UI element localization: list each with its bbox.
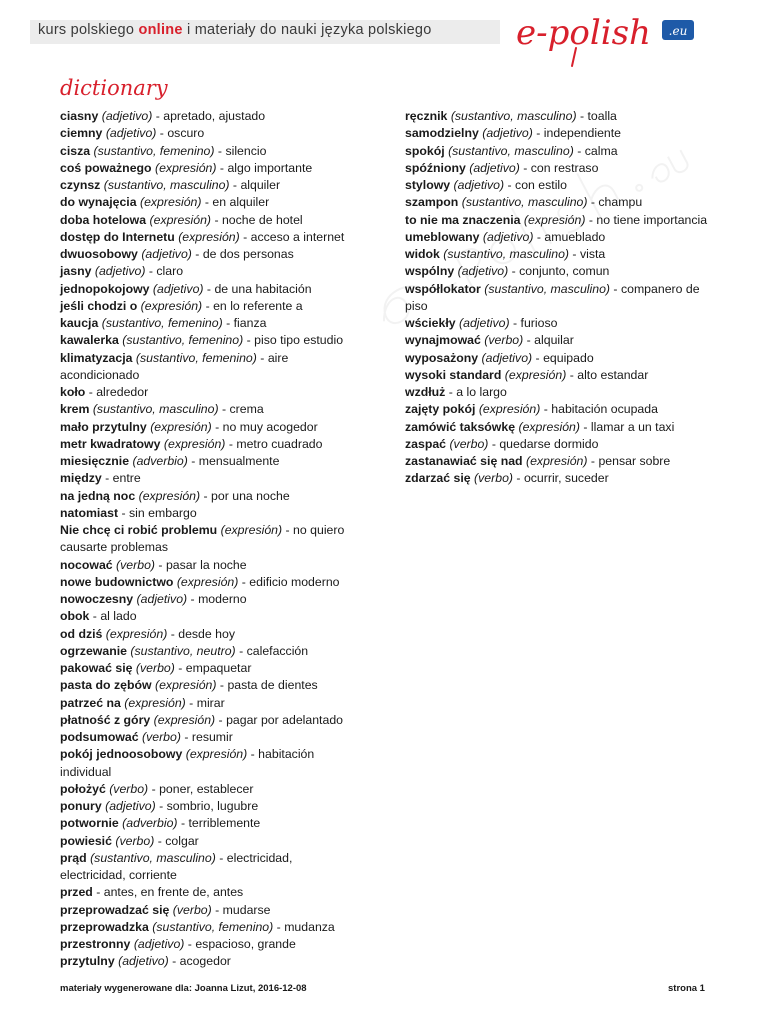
entry-definition: furioso bbox=[520, 316, 558, 330]
dictionary-entry: wysoki standard (expresión) - alto estandar bbox=[405, 367, 649, 382]
entry-definition: alquilar bbox=[534, 333, 574, 348]
entry-term: obok bbox=[60, 609, 90, 624]
entry-term: zamówić taksówkę bbox=[405, 419, 516, 434]
entry-part-of-speech: (verbo) bbox=[142, 730, 181, 744]
entry-term: ogrzewanie bbox=[60, 643, 127, 658]
entry-part-of-speech: (adjetivo) bbox=[136, 592, 188, 606]
entry-definition: sombrio, lugubre bbox=[166, 799, 259, 813]
entry-term: pakować się bbox=[60, 661, 133, 675]
entry-part-of-speech: (expresión) bbox=[153, 712, 216, 727]
entry-definition: de una habitación bbox=[214, 281, 312, 296]
entry-term: pokój jednoosobowy bbox=[60, 747, 183, 762]
entry-term: umeblowany bbox=[405, 229, 480, 244]
entry-definition: poner, establecer bbox=[159, 781, 254, 796]
entry-part-of-speech: (expresión) bbox=[518, 419, 580, 434]
entry-definition: claro bbox=[156, 264, 184, 279]
entry-term: coś poważnego bbox=[60, 160, 152, 175]
entry-term: wyposażony bbox=[405, 350, 479, 365]
entry-term: dwuosobowy bbox=[60, 247, 138, 261]
dictionary-entry: zaspać (verbo) - quedarse dormido bbox=[405, 436, 599, 451]
entry-term: wysoki standard bbox=[405, 367, 502, 382]
dictionary-entry: jasny (adjetivo) - claro bbox=[60, 264, 184, 279]
dictionary-column-right bbox=[405, 108, 717, 488]
entry-definition: noche de hotel bbox=[221, 212, 303, 227]
header-online: online bbox=[138, 22, 183, 38]
entry-term: prąd bbox=[60, 850, 87, 865]
dictionary-entry: spóźniony (adjetivo) - con restraso bbox=[405, 160, 599, 175]
entry-definition: ocurrir, suceder bbox=[523, 471, 609, 486]
dictionary-entry: przytulny (adjetivo) - acogedor bbox=[60, 954, 231, 969]
dictionary-entry: potwornie (adverbio) - terriblemente bbox=[60, 816, 261, 831]
entry-term: nowe budownictwo bbox=[60, 574, 174, 589]
dictionary-entry: miesięcznie (adverbio) - mensualmente bbox=[60, 454, 280, 468]
entry-definition: en lo referente a bbox=[213, 298, 303, 313]
entry-part-of-speech: (adjetivo) bbox=[482, 126, 533, 141]
dictionary-entry: ręcznik (sustantivo, masculino) - toalla bbox=[405, 109, 617, 123]
dictionary-entry: przeprowadzać się (verbo) - mudarse bbox=[60, 902, 271, 917]
header-prefix: kurs polskiego bbox=[38, 22, 135, 38]
dictionary-entry: wyposażony (adjetivo) - equipado bbox=[405, 350, 594, 365]
entry-part-of-speech: (expresión) bbox=[140, 298, 203, 313]
dictionary-entry: doba hotelowa (expresión) - noche de hotel bbox=[60, 212, 303, 227]
entry-part-of-speech: (adjetivo) bbox=[469, 160, 520, 175]
entry-term: wzdłuż bbox=[405, 385, 446, 399]
entry-term: patrzeć na bbox=[60, 695, 121, 710]
entry-definition: oscuro bbox=[167, 126, 205, 141]
entry-term: powiesić bbox=[60, 833, 112, 848]
dictionary-entry: położyć (verbo) - poner, establecer bbox=[60, 781, 254, 796]
entry-term: zastanawiać się nad bbox=[405, 454, 523, 468]
entry-definition: no muy acogedor bbox=[222, 419, 318, 434]
entry-part-of-speech: (sustantivo, femenino) bbox=[122, 333, 244, 348]
entry-part-of-speech: (expresión) bbox=[178, 229, 240, 244]
entry-term: szampon bbox=[405, 195, 459, 210]
dictionary-entry: Nie chcę ci robić problemu (expresión) - no quiero causarte problemas bbox=[60, 523, 345, 555]
entry-part-of-speech: (expresión) bbox=[176, 574, 239, 589]
entry-definition: entre bbox=[112, 471, 141, 486]
footer-generated: materiały wygenerowane dla: Joanna Lizut, 2016-12-08 bbox=[60, 983, 307, 994]
entry-definition: algo importante bbox=[227, 160, 313, 175]
entry-part-of-speech: (verbo) bbox=[135, 661, 175, 675]
dictionary-entry: zdarzać się (verbo) - ocurrir, suceder bbox=[405, 471, 609, 486]
entry-term: nocować bbox=[60, 557, 113, 572]
dictionary-entry: wynajmować (verbo) - alquilar bbox=[405, 333, 574, 348]
entry-definition: calefacción bbox=[246, 643, 309, 658]
dictionary-entry: obok - al lado bbox=[60, 609, 137, 624]
header-suffix: i materiały do nauki języka polskiego bbox=[186, 22, 432, 38]
entry-definition: a lo largo bbox=[456, 385, 507, 399]
entry-definition: independiente bbox=[543, 126, 622, 141]
entry-term: wściekły bbox=[405, 316, 456, 330]
entry-part-of-speech: (expresión) bbox=[149, 212, 212, 227]
entry-part-of-speech: (verbo) bbox=[484, 333, 524, 348]
entry-definition: alquiler bbox=[240, 178, 281, 192]
entry-term: mało przytulny bbox=[60, 419, 147, 434]
entry-part-of-speech: (expresión) bbox=[478, 402, 541, 417]
entry-definition: quedarse dormido bbox=[499, 436, 599, 451]
entry-definition: vista bbox=[579, 247, 606, 261]
entry-definition: mirar bbox=[196, 695, 225, 710]
entry-part-of-speech: (adjetivo) bbox=[482, 229, 534, 244]
entry-definition: metro cuadrado bbox=[236, 436, 323, 451]
section-title: dictionary bbox=[60, 76, 168, 100]
dictionary-entry: jednopokojowy (adjetivo) - de una habitación bbox=[60, 281, 312, 296]
dictionary-entry: ciasny (adjetivo) - apretado, ajustado bbox=[60, 109, 266, 123]
dictionary-entry: cisza (sustantivo, femenino) - silencio bbox=[60, 143, 267, 158]
entry-definition: con estilo bbox=[515, 178, 567, 192]
entry-definition: desde hoy bbox=[178, 626, 235, 641]
entry-definition: de dos personas bbox=[202, 247, 294, 261]
dictionary-entry: jeśli chodzi o (expresión) - en lo referente a bbox=[60, 298, 303, 313]
entry-part-of-speech: (verbo) bbox=[449, 436, 489, 451]
dictionary-entry: stylowy (adjetivo) - con estilo bbox=[405, 178, 567, 192]
entry-definition: no tiene importancia bbox=[596, 212, 708, 227]
entry-term: jeśli chodzi o bbox=[60, 298, 138, 313]
entry-definition: acceso a internet bbox=[250, 229, 345, 244]
dictionary-entry: samodzielny (adjetivo) - independiente bbox=[405, 126, 622, 141]
entry-part-of-speech: (expresión) bbox=[185, 747, 248, 762]
entry-term: podsumować bbox=[60, 730, 139, 744]
dictionary-entry: umeblowany (adjetivo) - amueblado bbox=[405, 229, 606, 244]
entry-definition: apretado, ajustado bbox=[163, 109, 266, 123]
dictionary-entry: ponury (adjetivo) - sombrio, lugubre bbox=[60, 799, 259, 813]
entry-definition: al lado bbox=[100, 609, 137, 624]
entry-definition: antes, en frente de, antes bbox=[103, 885, 244, 900]
entry-definition: resumir bbox=[191, 730, 233, 744]
entry-term: Nie chcę ci robić problemu bbox=[60, 523, 218, 537]
entry-term: natomiast bbox=[60, 505, 119, 520]
entry-part-of-speech: (adverbio) bbox=[132, 454, 188, 468]
entry-definition: toalla bbox=[587, 109, 617, 123]
entry-part-of-speech: (adjetivo) bbox=[118, 954, 169, 969]
dictionary-entry: szampon (sustantivo, masculino) - champu bbox=[405, 195, 643, 210]
entry-term: kawalerka bbox=[60, 333, 119, 348]
entry-part-of-speech: (sustantivo, masculino) bbox=[103, 178, 230, 192]
entry-part-of-speech: (expresión) bbox=[139, 195, 202, 210]
dictionary-entry: nowoczesny (adjetivo) - moderno bbox=[60, 592, 247, 606]
entry-part-of-speech: (sustantivo, masculino) bbox=[443, 247, 570, 261]
entry-part-of-speech: (adverbio) bbox=[122, 816, 178, 831]
entry-definition: conjunto, comun bbox=[519, 264, 610, 279]
dictionary-entry: pokój jednoosobowy (expresión) - habitación individual bbox=[60, 747, 315, 779]
entry-term: wspólny bbox=[405, 264, 455, 279]
dictionary-entry: nocować (verbo) - pasar la noche bbox=[60, 557, 247, 572]
dictionary-entry: koło - alrededor bbox=[60, 385, 149, 399]
entry-part-of-speech: (expresión) bbox=[124, 695, 186, 710]
entry-definition: alto estandar bbox=[577, 367, 649, 382]
dictionary-entry: zajęty pokój (expresión) - habitación ocupada bbox=[405, 402, 658, 417]
entry-term: kaucja bbox=[60, 316, 99, 330]
entry-part-of-speech: (adjetivo) bbox=[105, 799, 156, 813]
dictionary-entry: klimatyzacja (sustantivo, femenino) - aire acondicionado bbox=[60, 350, 289, 382]
entry-part-of-speech: (adjetivo) bbox=[94, 264, 146, 279]
entry-term: to nie ma znaczenia bbox=[405, 212, 521, 227]
entry-definition: silencio bbox=[225, 143, 267, 158]
dictionary-entry: pasta do zębów (expresión) - pasta de dientes bbox=[60, 678, 318, 693]
entry-term: zajęty pokój bbox=[405, 402, 476, 417]
logo-badge: .eu bbox=[668, 24, 688, 38]
entry-term: ręcznik bbox=[405, 109, 448, 123]
entry-part-of-speech: (verbo) bbox=[172, 902, 212, 917]
dictionary-entry: czynsz (sustantivo, masculino) - alquiler bbox=[60, 178, 281, 192]
dictionary-entry: płatność z góry (expresión) - pagar por adelantado bbox=[60, 712, 343, 727]
entry-definition: habitación ocupada bbox=[551, 402, 658, 417]
entry-term: doba hotelowa bbox=[60, 212, 147, 227]
entry-term: cisza bbox=[60, 143, 91, 158]
entry-term: przytulny bbox=[60, 954, 115, 969]
dictionary-entry: coś poważnego (expresión) - algo importante bbox=[60, 160, 313, 175]
entry-definition: colgar bbox=[165, 833, 199, 848]
entry-part-of-speech: (sustantivo, femenino) bbox=[93, 143, 215, 158]
entry-term: przeprowadzać się bbox=[60, 902, 170, 917]
entry-part-of-speech: (expresión) bbox=[138, 488, 201, 503]
dictionary-entry: powiesić (verbo) - colgar bbox=[60, 833, 199, 848]
entry-definition: espacioso, grande bbox=[195, 937, 296, 951]
entry-part-of-speech: (adjetivo) bbox=[152, 281, 204, 296]
entry-part-of-speech: (sustantivo, masculino) bbox=[90, 850, 216, 865]
dictionary-entry: podsumować (verbo) - resumir bbox=[60, 730, 233, 744]
entry-definition: pagar por adelantado bbox=[226, 712, 343, 727]
dictionary-entry: to nie ma znaczenia (expresión) - no tiene importancia bbox=[405, 212, 708, 227]
entry-term: przed bbox=[60, 885, 93, 900]
entry-term: przeprowadzka bbox=[60, 919, 149, 934]
dictionary-entry: spokój (sustantivo, masculino) - calma bbox=[405, 143, 618, 158]
entry-part-of-speech: (adjetivo) bbox=[101, 109, 153, 123]
entry-definition: mudarse bbox=[222, 902, 271, 917]
entry-definition: sin embargo bbox=[129, 505, 197, 520]
dictionary-entry: wściekły (adjetivo) - furioso bbox=[405, 316, 558, 330]
entry-part-of-speech: (expresión) bbox=[523, 212, 586, 227]
header-tagline bbox=[38, 22, 432, 38]
entry-part-of-speech: (verbo) bbox=[109, 781, 149, 796]
entry-part-of-speech: (expresión) bbox=[150, 419, 212, 434]
entry-part-of-speech: (sustantivo, masculino) bbox=[448, 143, 574, 158]
entry-term: między bbox=[60, 471, 102, 486]
entry-definition: calma bbox=[584, 143, 618, 158]
entry-part-of-speech: (adjetivo) bbox=[105, 126, 157, 141]
entry-term: przestronny bbox=[60, 937, 131, 951]
entry-part-of-speech: (adjetivo) bbox=[457, 264, 509, 279]
entry-definition: mudanza bbox=[284, 919, 335, 934]
entry-term: wynajmować bbox=[405, 333, 481, 348]
entry-definition: edificio moderno bbox=[249, 574, 340, 589]
entry-definition: fianza bbox=[233, 316, 267, 330]
entry-term: zaspać bbox=[405, 436, 447, 451]
entry-part-of-speech: (sustantivo, femenino) bbox=[135, 350, 257, 365]
entry-definition: terriblemente bbox=[188, 816, 261, 831]
entry-term: stylowy bbox=[405, 178, 451, 192]
dictionary-entry: od dziś (expresión) - desde hoy bbox=[60, 626, 235, 641]
dictionary-entry: nowe budownictwo (expresión) - edificio moderno bbox=[60, 574, 340, 589]
entry-part-of-speech: (expresión) bbox=[105, 626, 168, 641]
dictionary-entry: wzdłuż - a lo largo bbox=[405, 385, 507, 399]
entry-definition: equipado bbox=[543, 350, 594, 365]
entry-definition: habitación individual bbox=[60, 747, 315, 779]
entry-definition: llamar a un taxi bbox=[590, 419, 675, 434]
entry-term: zdarzać się bbox=[405, 471, 471, 486]
entry-definition: mensualmente bbox=[198, 454, 280, 468]
entry-term: ponury bbox=[60, 799, 102, 813]
dictionary-entry: na jedną noc (expresión) - por una noche bbox=[60, 488, 290, 503]
dictionary-entry: między - entre bbox=[60, 471, 141, 486]
entry-term: miesięcznie bbox=[60, 454, 130, 468]
entry-definition: en alquiler bbox=[212, 195, 270, 210]
entry-term: pasta do zębów bbox=[60, 678, 152, 693]
logo-text: e-polish bbox=[516, 13, 651, 53]
entry-part-of-speech: (sustantivo, femenino) bbox=[101, 316, 223, 330]
entry-term: dostęp do Internetu bbox=[60, 229, 175, 244]
dictionary-entry: kawalerka (sustantivo, femenino) - piso tipo estudio bbox=[60, 333, 344, 348]
entry-definition: amueblado bbox=[544, 229, 606, 244]
entry-definition: pasar la noche bbox=[165, 557, 247, 572]
entry-term: krem bbox=[60, 402, 90, 417]
entry-part-of-speech: (adjetivo) bbox=[133, 937, 185, 951]
entry-term: na jedną noc bbox=[60, 488, 136, 503]
dictionary-entry: do wynajęcia (expresión) - en alquiler bbox=[60, 195, 270, 210]
entry-definition: no quiero causarte problemas bbox=[60, 523, 345, 555]
dictionary-entry: patrzeć na (expresión) - mirar bbox=[60, 695, 225, 710]
dictionary-entry: widok (sustantivo, masculino) - vista bbox=[405, 247, 606, 261]
entry-part-of-speech: (verbo) bbox=[116, 557, 155, 572]
entry-term: nowoczesny bbox=[60, 592, 134, 606]
dictionary-entry: dostęp do Internetu (expresión) - acceso a internet bbox=[60, 229, 345, 244]
entry-definition: moderno bbox=[198, 592, 247, 606]
dictionary-entry: przestronny (adjetivo) - espacioso, grande bbox=[60, 937, 296, 951]
footer-page-number: strona 1 bbox=[668, 983, 705, 994]
entry-term: spokój bbox=[405, 143, 445, 158]
dictionary-entry: współlokator (sustantivo, masculino) - companero de piso bbox=[405, 281, 700, 313]
entry-term: spóźniony bbox=[405, 160, 466, 175]
entry-term: jednopokojowy bbox=[60, 281, 150, 296]
entry-part-of-speech: (verbo) bbox=[115, 833, 155, 848]
entry-term: samodzielny bbox=[405, 126, 479, 141]
dictionary-entry: krem (sustantivo, masculino) - crema bbox=[60, 402, 264, 417]
entry-definition: champu bbox=[598, 195, 643, 210]
entry-part-of-speech: (sustantivo, masculino) bbox=[461, 195, 588, 210]
entry-part-of-speech: (expresión) bbox=[525, 454, 588, 468]
entry-part-of-speech: (expresión) bbox=[163, 436, 226, 451]
entry-part-of-speech: (sustantivo, femenino) bbox=[152, 919, 274, 934]
dictionary-entry: prąd (sustantivo, masculino) - electricidad, electricidad, corriente bbox=[60, 850, 293, 882]
entry-part-of-speech: (verbo) bbox=[474, 471, 513, 486]
entry-term: ciasny bbox=[60, 109, 99, 123]
entry-term: widok bbox=[405, 247, 440, 261]
dictionary-entry: natomiast - sin embargo bbox=[60, 505, 197, 520]
entry-part-of-speech: (sustantivo, neutro) bbox=[130, 643, 236, 658]
dictionary-entry: dwuosobowy (adjetivo) - de dos personas bbox=[60, 247, 294, 261]
entry-definition: empaquetar bbox=[185, 661, 252, 675]
entry-term: od dziś bbox=[60, 626, 103, 641]
entry-part-of-speech: (adjetivo) bbox=[453, 178, 505, 192]
entry-term: jasny bbox=[60, 264, 92, 279]
entry-part-of-speech: (expresión) bbox=[220, 523, 283, 537]
entry-term: położyć bbox=[60, 781, 106, 796]
entry-term: współlokator bbox=[405, 281, 481, 296]
dictionary-entry: metr kwadratowy (expresión) - metro cuadrado bbox=[60, 436, 323, 451]
entry-definition: companero de piso bbox=[405, 281, 700, 313]
dictionary-entry: zastanawiać się nad (expresión) - pensar sobre bbox=[405, 454, 671, 468]
entry-definition: con restraso bbox=[530, 160, 599, 175]
entry-term: czynsz bbox=[60, 178, 101, 192]
entry-definition: acogedor bbox=[179, 954, 231, 969]
e-polish-logo bbox=[512, 8, 708, 70]
dictionary-entry: zamówić taksówkę (expresión) - llamar a un taxi bbox=[405, 419, 675, 434]
entry-definition: piso tipo estudio bbox=[254, 333, 344, 348]
entry-definition: alrededor bbox=[96, 385, 149, 399]
dictionary-entry: przed - antes, en frente de, antes bbox=[60, 885, 244, 900]
entry-part-of-speech: (sustantivo, masculino) bbox=[484, 281, 611, 296]
entry-definition: pasta de dientes bbox=[227, 678, 318, 693]
entry-definition: crema bbox=[229, 402, 264, 417]
dictionary-column-left bbox=[60, 108, 345, 971]
entry-definition: por una noche bbox=[211, 488, 290, 503]
dictionary-entry: pakować się (verbo) - empaquetar bbox=[60, 661, 252, 675]
entry-part-of-speech: (adjetivo) bbox=[459, 316, 510, 330]
entry-term: ciemny bbox=[60, 126, 103, 141]
entry-term: płatność z góry bbox=[60, 712, 151, 727]
entry-term: koło bbox=[60, 385, 86, 399]
dictionary-entry: wspólny (adjetivo) - conjunto, comun bbox=[405, 264, 610, 279]
entry-term: potwornie bbox=[60, 816, 119, 831]
entry-definition: pensar sobre bbox=[598, 454, 671, 468]
entry-part-of-speech: (sustantivo, masculino) bbox=[450, 109, 577, 123]
entry-definition: electricidad, electricidad, corriente bbox=[60, 850, 293, 882]
entry-part-of-speech: (adjetivo) bbox=[481, 350, 533, 365]
entry-part-of-speech: (expresión) bbox=[154, 160, 217, 175]
entry-term: klimatyzacja bbox=[60, 350, 133, 365]
dictionary-entry: przeprowadzka (sustantivo, femenino) - mudanza bbox=[60, 919, 335, 934]
dictionary-entry: mało przytulny (expresión) - no muy acogedor bbox=[60, 419, 318, 434]
dictionary-entry: ciemny (adjetivo) - oscuro bbox=[60, 126, 205, 141]
entry-definition: aire acondicionado bbox=[60, 350, 289, 382]
dictionary-entry: ogrzewanie (sustantivo, neutro) - calefacción bbox=[60, 643, 309, 658]
entry-part-of-speech: (adjetivo) bbox=[141, 247, 192, 261]
entry-part-of-speech: (expresión) bbox=[154, 678, 217, 693]
entry-part-of-speech: (sustantivo, masculino) bbox=[92, 402, 219, 417]
dictionary-entry: kaucja (sustantivo, femenino) - fianza bbox=[60, 316, 267, 330]
entry-part-of-speech: (expresión) bbox=[504, 367, 567, 382]
entry-term: do wynajęcia bbox=[60, 195, 137, 210]
entry-term: metr kwadratowy bbox=[60, 436, 161, 451]
